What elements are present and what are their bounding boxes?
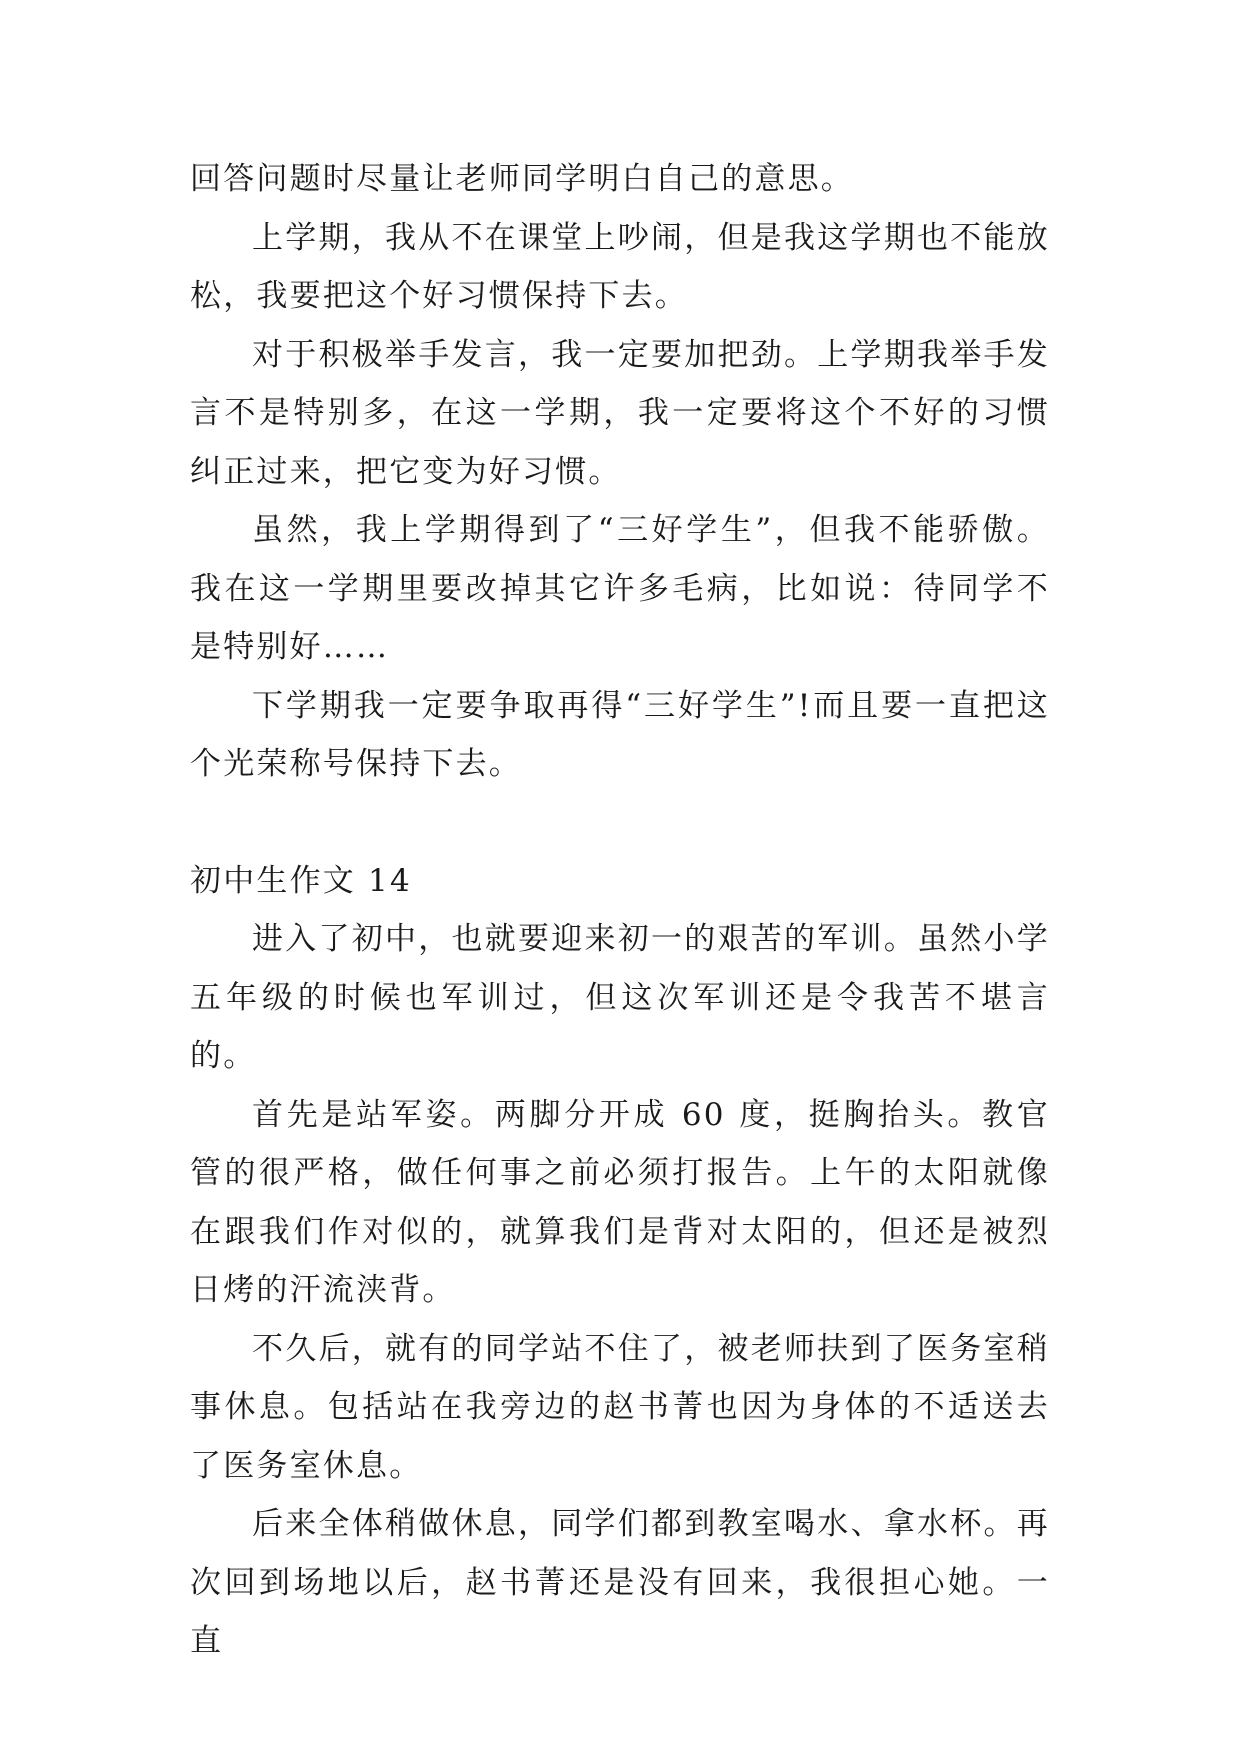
section-title: 初中生作文 14 bbox=[190, 862, 412, 899]
paragraph-continued: 回答问题时尽量让老师同学明白自己的意思。 bbox=[190, 161, 854, 197]
paragraph: 首先是站军姿。两脚分开成 60 度，挺胸抬头。教官管的很严格，做任何事之前必须打报告。上午的太阳就像在跟我们作对似的，就算我们是背对太阳的，但还是被烈日烤的汗流浃背。 bbox=[190, 1096, 1050, 1308]
document-page bbox=[190, 150, 1050, 1671]
paragraph: 虽然，我上学期得到了“三好学生”，但我不能骄傲。我在这一学期里要改掉其它许多毛病，比如说：待同学不是特别好…… bbox=[190, 512, 1050, 665]
paragraph: 后来全体稍做休息，同学们都到教室喝水、拿水杯。再次回到场地以后，赵书菁还是没有回来，我很担心她。一直 bbox=[190, 1506, 1050, 1659]
paragraph: 下学期我一定要争取再得“三好学生”!而且要一直把这个光荣称号保持下去。 bbox=[190, 687, 1050, 782]
paragraph: 对于积极举手发言，我一定要加把劲。上学期我举手发言不是特别多，在这一学期，我一定要将这个不好的习惯纠正过来，把它变为好习惯。 bbox=[190, 336, 1050, 490]
paragraph: 不久后，就有的同学站不住了，被老师扶到了医务室稍事休息。包括站在我旁边的赵书菁也因为身体的不适送去了医务室休息。 bbox=[190, 1330, 1050, 1484]
paragraph: 进入了初中，也就要迎来初一的艰苦的军训。虽然小学五年级的时候也军训过，但这次军训还是令我苦不堪言的。 bbox=[190, 921, 1050, 1074]
paragraph: 上学期，我从不在课堂上吵闹，但是我这学期也不能放松，我要把这个好习惯保持下去。 bbox=[190, 219, 1050, 314]
